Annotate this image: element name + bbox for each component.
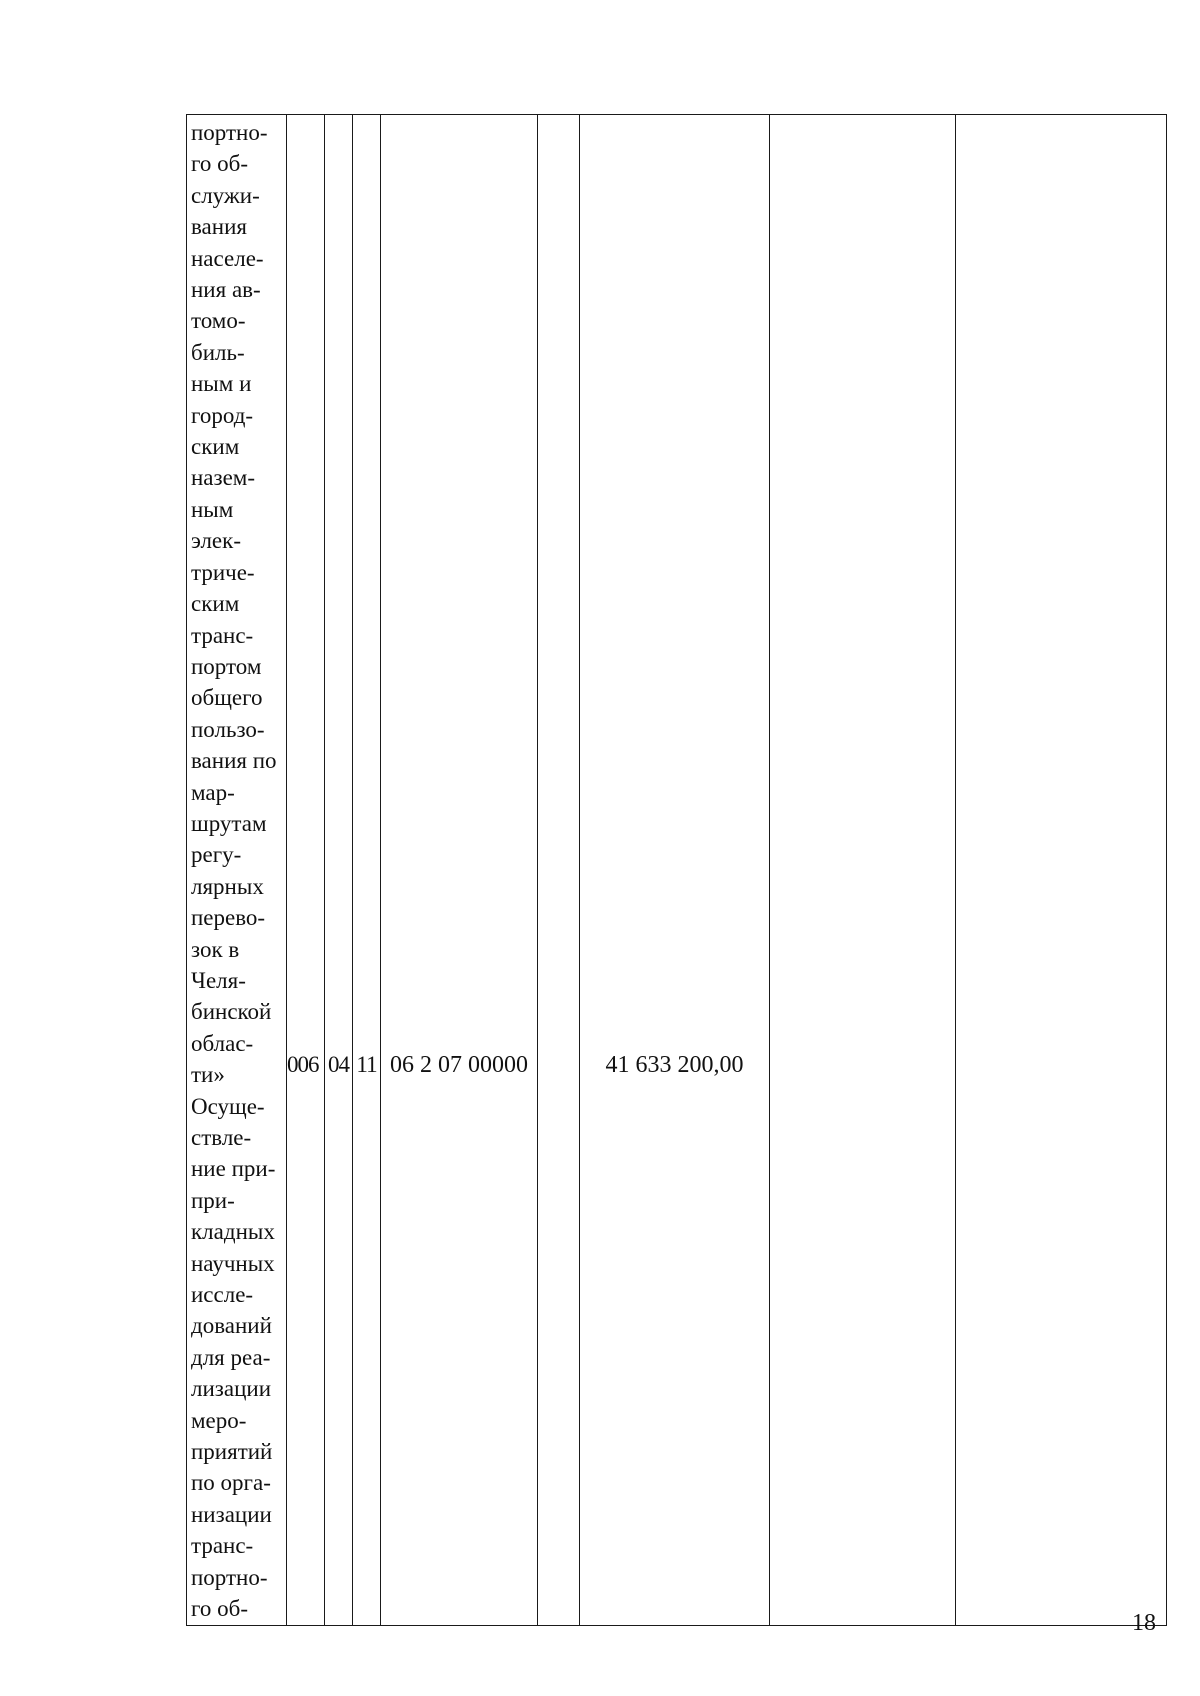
- expense-name-line: триче-: [191, 559, 255, 585]
- expense-name-line: приятий: [191, 1439, 273, 1465]
- expense-name-line: пользо-: [191, 716, 265, 742]
- table-row: [187, 115, 1167, 1626]
- section-code: 04: [328, 1052, 349, 1077]
- expense-name-line: шрутам: [191, 810, 267, 836]
- expense-name-line: служи-: [191, 182, 260, 208]
- expense-name-line: го об-: [191, 151, 248, 177]
- admin-code-cell: [287, 115, 325, 1626]
- target-code-cell: [381, 115, 538, 1626]
- expense-name-line: вания по: [191, 748, 277, 774]
- expense-name-line: перево-: [191, 905, 266, 931]
- expense-name-line: Осуще-: [191, 1093, 265, 1119]
- expense-name-line: город-: [191, 402, 254, 428]
- expense-name-line: мар-: [191, 779, 235, 805]
- expense-name-line: кладных: [191, 1219, 275, 1245]
- expense-name-line: научных: [191, 1250, 275, 1276]
- target-code: 06 2 07 00000: [390, 1052, 528, 1078]
- expense-name-line: Челя-: [191, 967, 246, 993]
- expense-name-line: лизации: [191, 1376, 272, 1402]
- admin-code: 006: [287, 1052, 319, 1077]
- expense-name-line: для реа-: [191, 1344, 271, 1370]
- expense-name-line: ным и: [191, 371, 252, 397]
- budget-table: [186, 114, 1167, 1626]
- expense-name-line: элек-: [191, 528, 241, 554]
- expense-name-line: населе-: [191, 245, 264, 271]
- amount-cell-3: [956, 115, 1167, 1626]
- expense-name-line: при-: [191, 1187, 235, 1213]
- expense-name-line: ти»: [191, 1062, 225, 1088]
- expense-name-line: назем-: [191, 465, 256, 491]
- subsection-code: 11: [356, 1052, 377, 1077]
- amount-value: 41 633 200,00: [605, 1052, 744, 1078]
- expense-type-cell: [538, 115, 580, 1626]
- expense-name-line: по орга-: [191, 1470, 271, 1496]
- expense-name-line: го об-: [191, 1596, 248, 1622]
- expense-name-line: ние при-: [191, 1156, 276, 1182]
- expense-name-line: дований: [191, 1313, 272, 1339]
- expense-name-line: лярных: [191, 873, 264, 899]
- expense-name-cell: [187, 115, 287, 1626]
- expense-name-line: вания: [191, 214, 247, 240]
- page-number: 18: [1132, 1610, 1156, 1636]
- expense-name-line: бинской: [191, 999, 272, 1025]
- expense-name-line: низации: [191, 1501, 272, 1527]
- expense-name-line: биль-: [191, 339, 245, 365]
- section-code-cell: [325, 115, 353, 1626]
- expense-name-line: общего: [191, 685, 263, 711]
- expense-name-line: транс-: [191, 1533, 254, 1559]
- expense-name-line: регу-: [191, 842, 242, 868]
- expense-name-line: ским: [191, 434, 240, 460]
- expense-name-line: ским: [191, 591, 240, 617]
- subsection-code-cell: [353, 115, 381, 1626]
- amount-cell-2: [770, 115, 956, 1626]
- amount-cell: [580, 115, 770, 1626]
- expense-name-line: ния ав-: [191, 277, 261, 303]
- expense-name-line: иссле-: [191, 1282, 254, 1308]
- expense-name-line: меро-: [191, 1407, 247, 1433]
- expense-name-line: зок в: [191, 936, 240, 962]
- expense-name-line: ным: [191, 496, 234, 522]
- expense-name-line: транс-: [191, 622, 254, 648]
- expense-name-text: [191, 117, 284, 1625]
- expense-name-line: портом: [191, 653, 262, 679]
- expense-name-line: портно-: [191, 1564, 268, 1590]
- expense-name-line: облас-: [191, 1030, 254, 1056]
- expense-name-line: томо-: [191, 308, 246, 334]
- expense-name-line: портно-: [191, 120, 268, 145]
- expense-name-line: ствле-: [191, 1125, 252, 1150]
